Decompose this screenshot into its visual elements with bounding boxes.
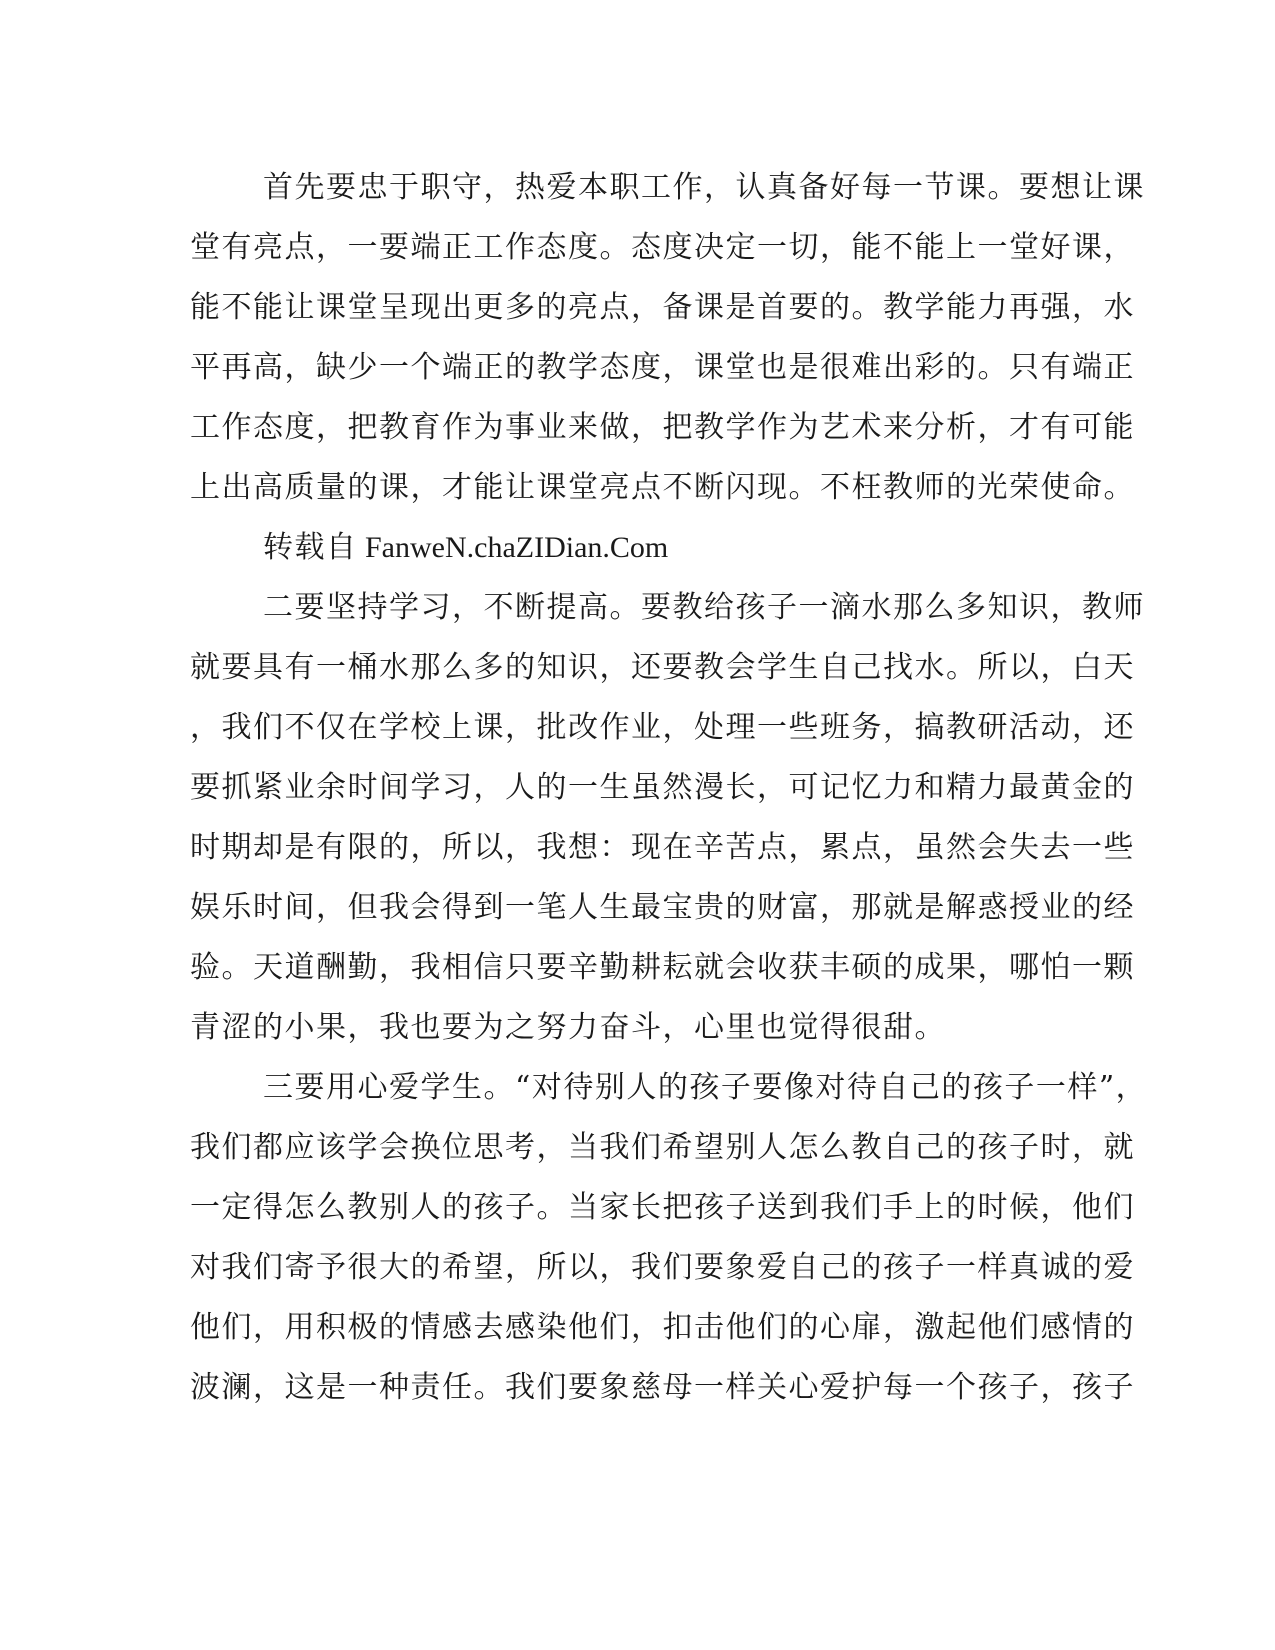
text-line: 我们都应该学会换位思考，当我们希望别人怎么教自己的孩子时，就: [190, 1130, 1135, 1165]
text-line: 能不能让课堂呈现出更多的亮点，备课是首要的。教学能力再强，水: [190, 290, 1135, 325]
text-line: 就要具有一桶水那么多的知识，还要教会学生自己找水。所以，白天: [190, 650, 1135, 685]
text-line: 他们，用积极的情感去感染他们，扣击他们的心扉，激起他们感情的: [190, 1310, 1135, 1345]
paragraph-love-students: [190, 1058, 1148, 1418]
document-body: [190, 158, 1148, 1418]
text-line: 工作态度，把教育作为事业来做，把教学作为艺术来分析，才有可能: [190, 410, 1135, 445]
text-line: ，我们不仅在学校上课，批改作业，处理一些班务，搞教研活动，还: [190, 710, 1135, 745]
text-line: 首先要忠于职守，热爱本职工作，认真备好每一节课。要想让课: [263, 170, 1145, 205]
text-line: 堂有亮点，一要端正工作态度。态度决定一切，能不能上一堂好课，: [190, 230, 1135, 265]
text-line: 平再高，缺少一个端正的教学态度，课堂也是很难出彩的。只有端正: [190, 350, 1135, 385]
source-note: [190, 518, 1090, 578]
text-line: 上出高质量的课，才能让课堂亮点不断闪现。不枉教师的光荣使命。: [190, 470, 1135, 505]
paragraph-duty: [190, 158, 1145, 518]
text-line: 一定得怎么教别人的孩子。当家长把孩子送到我们手上的时候，他们: [190, 1190, 1135, 1225]
text-line: 波澜，这是一种责任。我们要象慈母一样关心爱护每一个孩子，孩子: [190, 1370, 1135, 1405]
text-line: 要抓紧业余时间学习，人的一生虽然漫长，可记忆力和精力最黄金的: [190, 770, 1135, 805]
source-note-prefix: 转载自: [263, 530, 358, 565]
paragraph-learning: [190, 578, 1145, 1058]
text-line: 时期却是有限的，所以，我想：现在辛苦点，累点，虽然会失去一些: [190, 830, 1135, 865]
text-line: 二要坚持学习，不断提高。要教给孩子一滴水那么多知识，教师: [263, 590, 1145, 625]
text-line: 对我们寄予很大的希望，所以，我们要象爱自己的孩子一样真诚的爱: [190, 1250, 1135, 1285]
text-line: 验。天道酬勤，我相信只要辛勤耕耘就会收获丰硕的成果，哪怕一颗: [190, 950, 1135, 985]
text-line: 娱乐时间，但我会得到一笔人生最宝贵的财富，那就是解惑授业的经: [190, 890, 1135, 925]
text-line: 三要用心爱学生。“对待别人的孩子要像对待自己的孩子一样”，: [263, 1070, 1148, 1105]
text-line: 青涩的小果，我也要为之努力奋斗，心里也觉得很甜。: [190, 1010, 946, 1045]
source-site: FanweN.chaZIDian.Com: [357, 531, 669, 564]
